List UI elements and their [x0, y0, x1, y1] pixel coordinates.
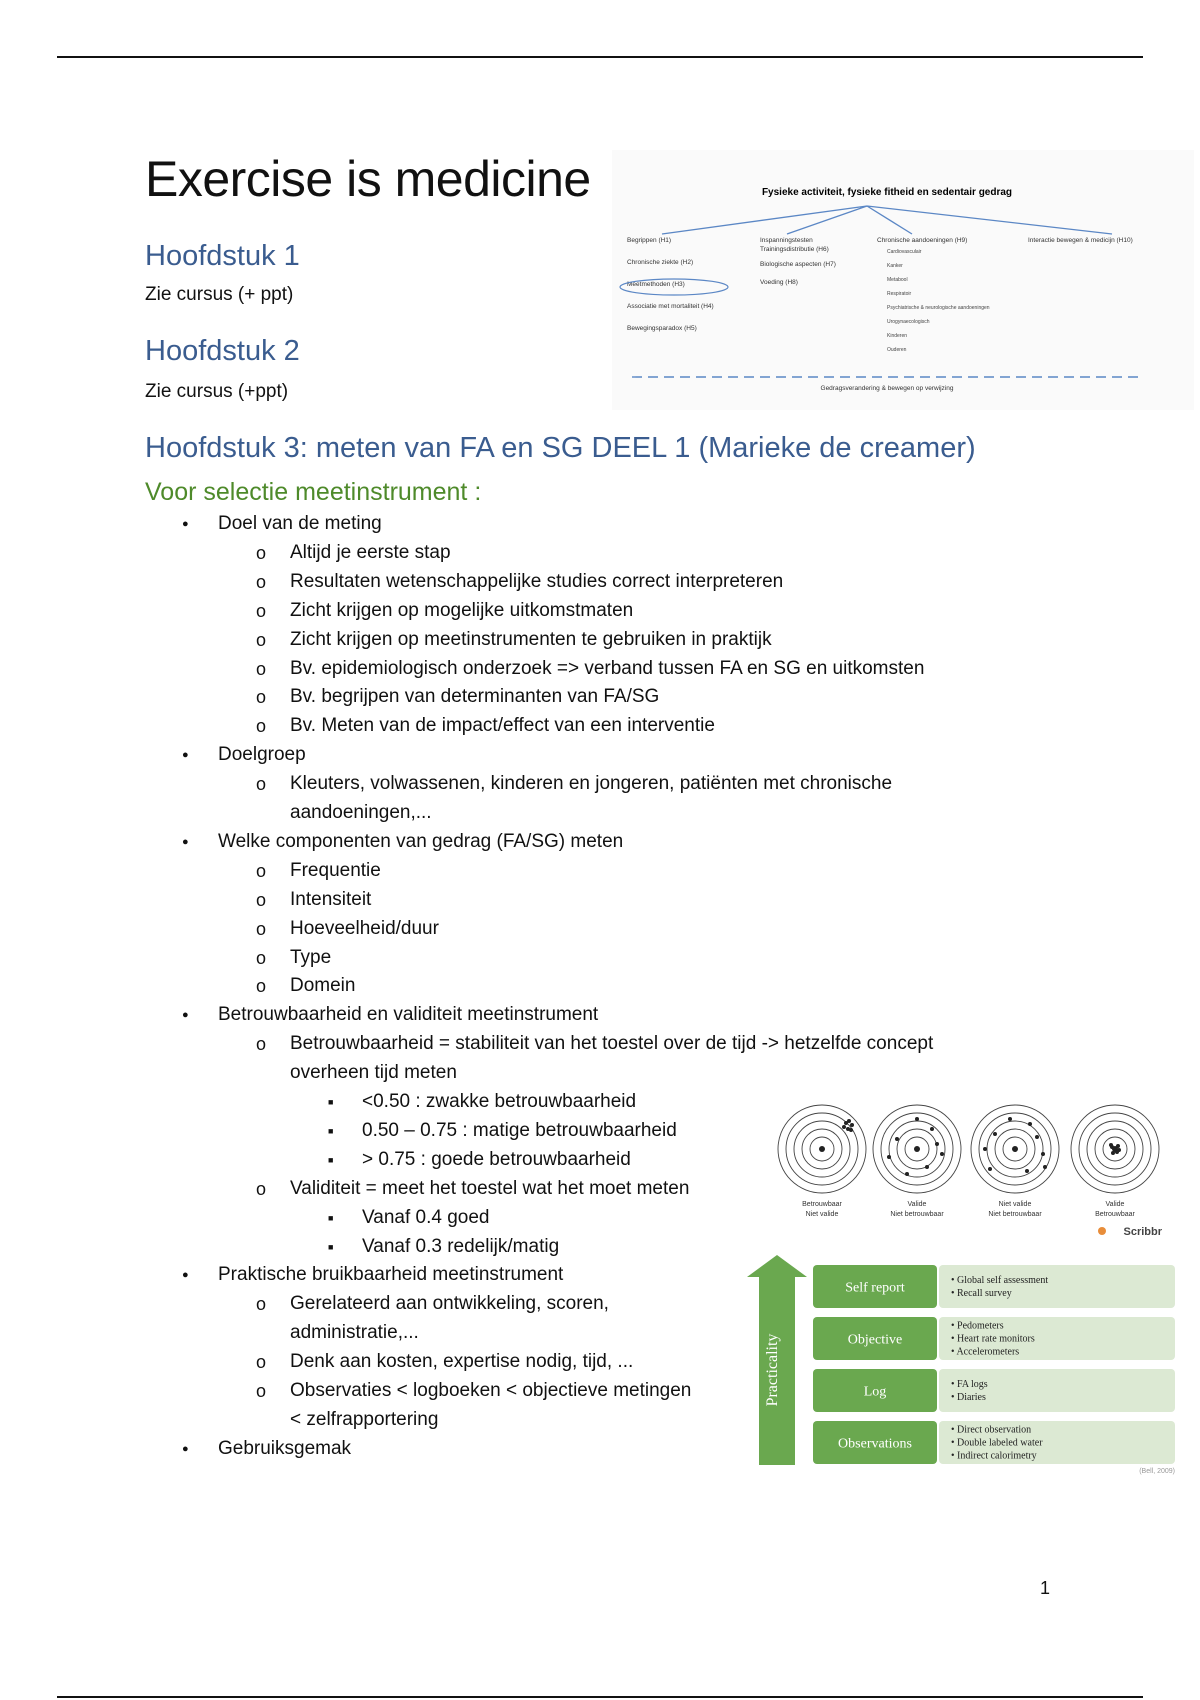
bullet-marker: o: [256, 889, 267, 910]
heading-hoofdstuk-1: Hoofdstuk 1: [145, 240, 300, 272]
overview-col3-item: Ouderen: [887, 347, 907, 353]
overview-col1-item: Bewegingsparadox (H5): [627, 325, 697, 332]
bullet-marker: ■: [328, 1154, 334, 1165]
overview-col3-item: Kinderen: [887, 333, 908, 339]
list-item: Betrouwbaarheid = stabiliteit van het toestel over de tijd -> hetzelfde concept: [290, 1033, 934, 1055]
overview-col4-head: Interactie bewegen & medicijn (H10): [1028, 237, 1133, 244]
overview-col1-item: Chronische ziekte (H2): [627, 259, 694, 266]
practicality-item: • FA logs: [951, 1379, 988, 1390]
bullet-marker: o: [256, 600, 267, 621]
bullet-marker: o: [256, 918, 267, 939]
list-item: Kleuters, volwassenen, kinderen en jongeren, patiënten met chronische: [290, 773, 893, 795]
list-item: Gebruiksgemak: [218, 1437, 352, 1459]
list-item: Bv. begrijpen van determinanten van FA/SG: [290, 686, 660, 708]
bullet-marker: o: [256, 1034, 267, 1055]
overview-diagram: [612, 150, 1194, 410]
list-item: Gerelateerd aan ontwikkeling, scoren,: [290, 1293, 609, 1315]
heading-hoofdstuk-2: Hoofdstuk 2: [145, 335, 300, 367]
overview-title: Fysieke activiteit, fysieke fitheid en sedentair gedrag: [761, 187, 1013, 198]
bullet-marker: o: [256, 1294, 267, 1315]
targets-diagram: [770, 1103, 1170, 1243]
bullet-marker: o: [256, 1352, 267, 1373]
practicality-item: • Heart rate monitors: [951, 1333, 1035, 1345]
bullet-marker: o: [256, 774, 267, 795]
list-item: < zelfrapportering: [290, 1408, 439, 1430]
overview-col3-item: Cardiovasculair: [887, 249, 922, 255]
overview-col3-item: Urogynaecologisch: [887, 319, 930, 325]
list-item: Denk aan kosten, expertise nodig, tijd, ...: [290, 1351, 634, 1373]
bullet-marker: o: [256, 947, 267, 968]
overview-col1-item: Begrippen (H1): [627, 237, 672, 244]
list-item: Observaties < logboeken < objectieve metingen: [290, 1380, 692, 1401]
target-2: [873, 1105, 961, 1218]
list-item: Frequentie: [290, 859, 381, 881]
bullet-marker: o: [256, 687, 267, 708]
hoofdstuk-1-note: Zie cursus (+ ppt): [145, 284, 294, 305]
practicality-item: • Global self assessment: [951, 1275, 1049, 1286]
list-item: > 0.75 : goede betrouwbaarheid: [362, 1148, 631, 1170]
bullet-marker: o: [256, 716, 267, 737]
bullet-marker: o: [256, 629, 267, 650]
list-item: Type: [290, 946, 332, 968]
practicality-item: • Double labeled water: [951, 1437, 1043, 1449]
bullet-marker: ●: [182, 518, 189, 530]
practicality-item: • Direct observation: [951, 1424, 1032, 1436]
practicality-row-label: Observations: [838, 1436, 912, 1452]
list-item: <0.50 : zwakke betrouwbaarheid: [362, 1091, 637, 1112]
practicality-axis-label: Practicality: [764, 1333, 781, 1407]
bottom-rule: [57, 1696, 1143, 1698]
bullet-marker: ■: [328, 1212, 334, 1223]
target-1: [778, 1105, 866, 1218]
practicality-source: (Bell, 2009): [1139, 1468, 1175, 1475]
overview-col2-item: Trainingsdistributie (H6): [760, 246, 829, 253]
practicality-row: [813, 1317, 1175, 1360]
list-item: Doelgroep: [218, 744, 306, 766]
list-item: Bv. Meten van de impact/effect van een interventie: [290, 715, 715, 737]
list-item: Vanaf 0.4 goed: [362, 1206, 490, 1228]
list-item: Betrouwbaarheid en validiteit meetinstrument: [218, 1004, 599, 1026]
practicality-row: [813, 1369, 1175, 1412]
scribbr-logo: Scribbr: [1123, 1226, 1162, 1238]
list-item: aandoeningen,...: [290, 802, 432, 823]
bullet-marker: ■: [328, 1125, 334, 1136]
list-item: Welke componenten van gedrag (FA/SG) meten: [218, 830, 624, 852]
bullet-marker: ●: [182, 749, 189, 762]
scribbr-icon: [1098, 1227, 1106, 1235]
target-4: [1071, 1105, 1159, 1218]
bullet-marker: ■: [328, 1097, 334, 1107]
practicality-item: • Recall survey: [951, 1288, 1012, 1299]
list-item: Doel van de meting: [218, 513, 382, 534]
target-3: [971, 1105, 1059, 1218]
bullet-marker: ●: [182, 1009, 189, 1022]
overview-col3-item: Psychiatrische & neurologische aandoeningen: [887, 305, 990, 311]
list-item: Intensiteit: [290, 888, 372, 910]
document-title: Exercise is medicine: [145, 151, 591, 207]
list-item: Praktische bruikbaarheid meetinstrument: [218, 1264, 564, 1286]
list-item: Bv. epidemiologisch onderzoek => verband tussen FA en SG en uitkomsten: [290, 657, 925, 679]
list-item: Hoeveelheid/duur: [290, 917, 439, 939]
list-item: 0.50 – 0.75 : matige betrouwbaarheid: [362, 1119, 677, 1141]
overview-col2-item: Inspanningstesten: [760, 237, 813, 244]
overview-col3-head: Chronische aandoeningen (H9): [877, 237, 968, 244]
bullet-marker: o: [256, 571, 267, 592]
hoofdstuk-2-note: Zie cursus (+ppt): [145, 381, 289, 402]
practicality-row-label: Objective: [847, 1332, 903, 1348]
target-label-1: Niet valide: [998, 1201, 1032, 1208]
list-item: Zicht krijgen op meetinstrumenten te gebruiken in praktijk: [290, 628, 772, 650]
list-item: Altijd je eerste stap: [290, 541, 451, 563]
bullet-marker: o: [256, 658, 267, 679]
practicality-row: [813, 1265, 1175, 1308]
overview-col1-item: Meetmethoden (H3): [627, 281, 685, 288]
list-item: overheen tijd meten: [290, 1062, 457, 1084]
list-item: administratie,...: [290, 1322, 419, 1344]
bullet-marker: o: [256, 542, 267, 563]
target-label-2: Niet betrouwbaar: [890, 1211, 944, 1218]
bullet-marker: ●: [182, 835, 189, 848]
list-item: Zicht krijgen op mogelijke uitkomstmaten: [290, 599, 634, 621]
target-label-1: Valide: [1105, 1201, 1125, 1208]
overview-col2-item: Voeding (H8): [760, 279, 798, 286]
bullet-marker: o: [256, 1178, 267, 1199]
list-item: Validiteit = meet het toestel wat het moet meten: [290, 1177, 690, 1199]
bullet-marker: ●: [182, 1269, 189, 1282]
overview-col2-item: Biologische aspecten (H7): [760, 261, 836, 268]
overview-col3-item: Metabool: [887, 277, 908, 283]
list-item: Resultaten wetenschappelijke studies correct interpreteren: [290, 570, 784, 592]
heading-selectie: Voor selectie meetinstrument :: [145, 478, 482, 506]
top-rule: [57, 56, 1143, 58]
list-item: Vanaf 0.3 redelijk/matig: [362, 1235, 560, 1257]
practicality-row-label: Self report: [845, 1280, 905, 1296]
page-number: 1: [1040, 1578, 1051, 1598]
practicality-item: • Accelerometers: [951, 1346, 1020, 1358]
target-label-2: Betrouwbaar: [1095, 1211, 1135, 1218]
practicality-diagram: [747, 1255, 1177, 1475]
bullet-marker: ●: [182, 1442, 189, 1455]
target-label-1: Betrouwbaar: [802, 1201, 842, 1208]
practicality-item: • Pedometers: [951, 1320, 1004, 1332]
bullet-marker: ■: [328, 1241, 334, 1252]
overview-col3-item: Respiratoir: [887, 291, 912, 297]
target-label-2: Niet betrouwbaar: [988, 1211, 1042, 1218]
bullet-marker: o: [256, 976, 267, 997]
bullet-marker: o: [256, 860, 267, 881]
practicality-item: • Diaries: [951, 1392, 986, 1403]
practicality-row: [813, 1421, 1175, 1464]
heading-hoofdstuk-3: Hoofdstuk 3: meten van FA en SG DEEL 1 (Marieke de creamer): [145, 432, 976, 464]
list-item: Domein: [290, 975, 356, 997]
practicality-item: • Indirect calorimetry: [951, 1450, 1037, 1462]
overview-col1-item: Associatie met mortaliteit (H4): [627, 303, 714, 310]
overview-col3-item: Kanker: [887, 263, 903, 269]
overview-footer: Gedragsverandering & bewegen op verwijzing: [820, 385, 954, 392]
target-label-1: Valide: [907, 1201, 927, 1208]
bullet-marker: o: [256, 1381, 267, 1401]
target-label-2: Niet valide: [805, 1211, 839, 1218]
practicality-row-label: Log: [863, 1384, 887, 1400]
